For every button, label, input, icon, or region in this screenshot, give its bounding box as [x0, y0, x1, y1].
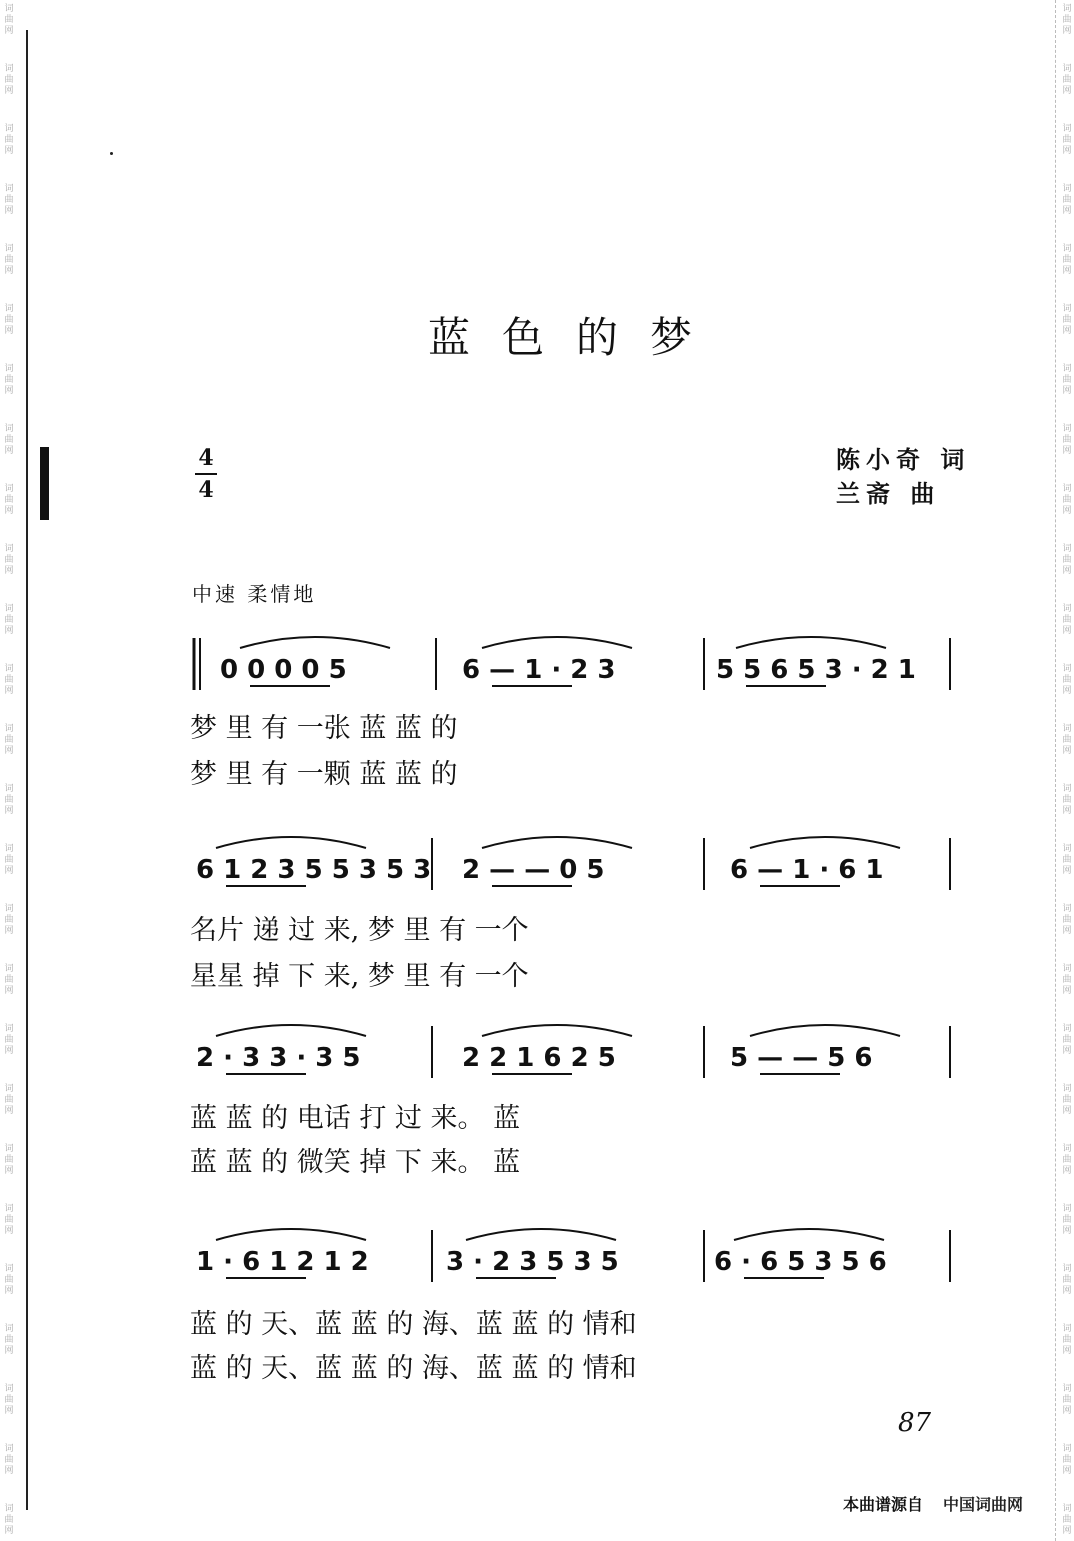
watermark-text: 词 曲 网	[4, 724, 14, 756]
watermark-text: 词 曲 网	[4, 664, 14, 696]
slur-arc	[240, 637, 390, 648]
lyric-line: 蓝 的 天、蓝 蓝 的 海、蓝 蓝 的 情和	[190, 1353, 637, 1384]
source-credit	[843, 1492, 1023, 1515]
watermark-text: 词 曲 网	[1062, 1024, 1072, 1056]
watermark-text: 词 曲 网	[4, 1384, 14, 1416]
page-number: 87	[898, 1408, 932, 1438]
measure-notes: 1 · 6 1 2 1 2	[196, 1247, 369, 1277]
lyric-line: 蓝 蓝 的 电话 打 过 来。 蓝	[190, 1103, 521, 1134]
measure-notes: 6 — 1 · 2 3	[462, 655, 616, 685]
watermark-text: 词 曲 网	[1062, 304, 1072, 336]
time-signature-bottom: 4	[198, 477, 214, 503]
watermark-text: 词 曲 网	[1062, 544, 1072, 576]
watermark-text: 词 曲 网	[4, 1444, 14, 1476]
lyric-line: 蓝 的 天、蓝 蓝 的 海、蓝 蓝 的 情和	[190, 1309, 637, 1340]
watermark-text: 词 曲 网	[4, 1264, 14, 1296]
slur-arc	[466, 1229, 616, 1240]
measure-notes: 5 5 6 5 3 · 2 1	[716, 655, 916, 685]
watermark-text: 词 曲 网	[1062, 1264, 1072, 1296]
watermark-text: 词 曲 网	[1062, 1204, 1072, 1236]
watermark-text: 词 曲 网	[4, 784, 14, 816]
watermark-text: 词 曲 网	[1062, 424, 1072, 456]
watermark-text: 词 曲 网	[1062, 664, 1072, 696]
measure-notes: 0 0 0 0 5	[220, 655, 347, 685]
watermark-text: 词 曲 网	[1062, 1384, 1072, 1416]
watermark-text: 词 曲 网	[4, 964, 14, 996]
watermark-text: 词 曲 网	[1062, 1444, 1072, 1476]
watermark-text: 词 曲 网	[4, 424, 14, 456]
watermark-text: 词 曲 网	[1062, 904, 1072, 936]
slur-arc	[750, 1025, 900, 1036]
watermark-text: 词 曲 网	[4, 304, 14, 336]
watermark-text: 词 曲 网	[4, 544, 14, 576]
watermark-text: 词 曲 网	[4, 1144, 14, 1176]
slur-arc	[736, 637, 886, 648]
watermark-text: 词 曲 网	[1062, 244, 1072, 276]
watermark-text: 词 曲 网	[1062, 724, 1072, 756]
watermark-text: 词 曲 网	[4, 1024, 14, 1056]
tempo-marking: 中速 柔情地	[192, 582, 317, 606]
watermark-text: 词 曲 网	[4, 64, 14, 96]
watermark-text: 词 曲 网	[4, 604, 14, 636]
watermark-text: 词 曲 网	[1062, 64, 1072, 96]
source-site: 中国词曲网	[943, 1495, 1024, 1514]
slur-arc	[734, 1229, 884, 1240]
measure-notes: 2 — — 0 5	[462, 855, 605, 885]
measure-notes: 6 1 2 3 5 5 3 5 3	[196, 855, 432, 885]
watermark-text: 词 曲 网	[1062, 484, 1072, 516]
watermark-text: 词 曲 网	[4, 1504, 14, 1536]
lyric-line: 梦 里 有 一颗 蓝 蓝 的	[190, 759, 458, 790]
slur-arc	[482, 837, 632, 848]
watermark-text: 词 曲 网	[4, 1084, 14, 1116]
watermark-text: 词 曲 网	[4, 4, 14, 36]
watermark-text: 词 曲 网	[1062, 124, 1072, 156]
watermark-text: 词 曲 网	[4, 244, 14, 276]
measure-notes: 3 · 2 3 5 3 5	[446, 1247, 619, 1277]
slur-arc	[482, 1025, 632, 1036]
watermark-text: 词 曲 网	[1062, 184, 1072, 216]
lyric-line: 名片 递 过 来, 梦 里 有 一个	[190, 915, 529, 946]
slur-arc	[750, 837, 900, 848]
slur-arc	[216, 837, 366, 848]
song-title: 蓝色的梦	[427, 313, 724, 362]
slur-arc	[216, 1025, 366, 1036]
watermark-text: 词 曲 网	[4, 124, 14, 156]
watermark-text: 词 曲 网	[1062, 1144, 1072, 1176]
watermark-text: 词 曲 网	[4, 904, 14, 936]
watermark-text: 词 曲 网	[4, 184, 14, 216]
watermark-text: 词 曲 网	[4, 844, 14, 876]
watermark-text: 词 曲 网	[1062, 1504, 1072, 1536]
watermark-text: 词 曲 网	[4, 364, 14, 396]
slur-arc	[216, 1229, 366, 1240]
source-label: 本曲谱源自	[843, 1495, 924, 1514]
watermark-text: 词 曲 网	[1062, 784, 1072, 816]
watermark-text: 词 曲 网	[1062, 4, 1072, 36]
slur-arc	[482, 637, 632, 648]
watermark-text: 词 曲 网	[1062, 1324, 1072, 1356]
watermark-text: 词 曲 网	[1062, 604, 1072, 636]
measure-notes: 2 2 1 6 2 5	[462, 1043, 616, 1073]
lyric-line: 梦 里 有 一张 蓝 蓝 的	[190, 713, 458, 744]
measure-notes: 5 — — 5 6	[730, 1043, 873, 1073]
watermark-text: 词 曲 网	[4, 1204, 14, 1236]
lyric-line: 蓝 蓝 的 微笑 掉 下 来。 蓝	[190, 1147, 521, 1178]
measure-notes: 6 · 6 5 3 5 6	[714, 1247, 887, 1277]
lyricist-credit: 陈小奇 词	[836, 445, 971, 474]
watermark-text: 词 曲 网	[1062, 844, 1072, 876]
measure-notes: 6 — 1 · 6 1	[730, 855, 884, 885]
measure-notes: 2 · 3 3 · 3 5	[196, 1043, 361, 1073]
watermark-text: 词 曲 网	[1062, 1084, 1072, 1116]
watermark-text: 词 曲 网	[4, 1324, 14, 1356]
time-signature-top: 4	[198, 445, 214, 471]
watermark-text: 词 曲 网	[1062, 364, 1072, 396]
watermark-text: 词 曲 网	[4, 484, 14, 516]
composer-credit: 兰斋 曲	[836, 479, 941, 508]
watermark-text: 词 曲 网	[1062, 964, 1072, 996]
lyric-line: 星星 掉 下 来, 梦 里 有 一个	[190, 961, 529, 992]
